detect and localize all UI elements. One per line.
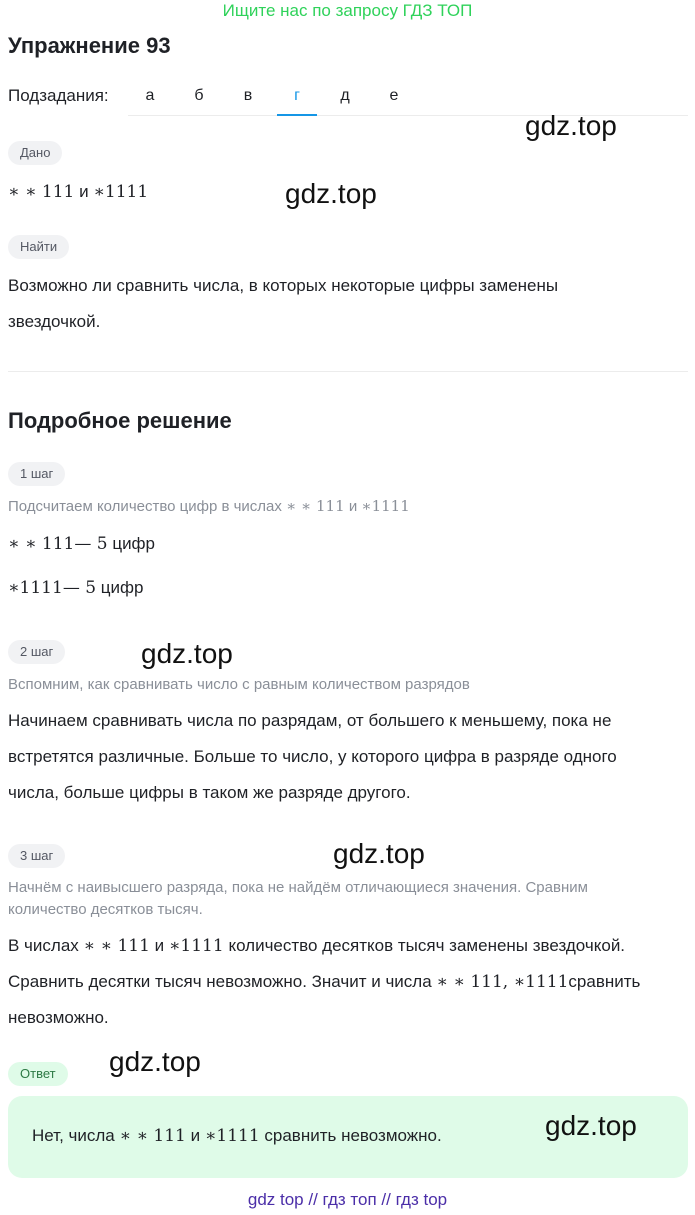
find-badge: Найти	[8, 235, 69, 259]
step-3-badge: 3 шаг	[8, 844, 65, 868]
tab-g[interactable]: г	[277, 76, 317, 116]
footer-link-gdz-top-ru[interactable]: гдз топ	[322, 1190, 377, 1209]
divider	[8, 371, 688, 372]
watermark: gdz.top	[545, 1110, 637, 1141]
step-3-line-2-b: сравнить	[568, 972, 641, 991]
step-2-line-2: встретятся различные. Больше то число, у которого цифра в разряде одного	[8, 747, 617, 766]
step-2-line-3: числа, больше цифры в таком же разряде другого.	[8, 783, 411, 802]
step-1-hint-math-2: ∗1111	[361, 497, 410, 515]
step-1-result-2-math: ∗1111— 5	[8, 578, 97, 598]
answer-text	[32, 1124, 442, 1148]
watermark: gdz.top	[285, 178, 377, 209]
step-2-hint: Вспомним, как сравнивать число с равным количеством разрядов	[8, 676, 470, 693]
step-1-result-2-text: цифр	[100, 578, 144, 597]
step-1-result-1-text: цифр	[112, 534, 156, 553]
tab-e[interactable]: е	[389, 87, 399, 104]
subtasks-label: Подзадания:	[8, 86, 109, 105]
footer-link-gdz-top[interactable]: gdz top	[247, 1190, 304, 1209]
answer-b: сравнить невозможно.	[264, 1126, 442, 1145]
step-1-hint-conj: и	[348, 498, 358, 515]
watermark: gdz.top	[141, 638, 233, 669]
step-1-result-2	[8, 570, 688, 606]
step-3-line-2-math: ∗ ∗ 111, ∗1111	[436, 972, 569, 992]
step-3-line-1-math-1: ∗ ∗ 111	[83, 936, 150, 956]
given-math-1: ∗ ∗ 111	[8, 182, 75, 202]
step-1-hint-math-1: ∗ ∗ 111	[286, 497, 345, 515]
watermark: gdz.top	[525, 110, 617, 141]
step-3-line-2	[8, 964, 688, 1000]
page-title: Упражнение 93	[8, 33, 171, 58]
step-1-result-1-math: ∗ ∗ 111— 5	[8, 534, 108, 554]
answer-conj: и	[190, 1126, 201, 1145]
footer-link-gdz-top-mixed[interactable]: гдз top	[395, 1190, 448, 1209]
footer-separator: //	[308, 1190, 318, 1209]
step-3-line-2-a: Сравнить десятки тысяч невозможно. Значит и числа	[8, 972, 432, 991]
footer-separator: //	[381, 1190, 391, 1209]
step-1-hint	[8, 495, 688, 518]
given-badge: Дано	[8, 141, 62, 165]
given-math-2: ∗1111	[93, 182, 149, 202]
step-3-hint-1: Начнём с наивысшего разряда, пока не найдём отличающиеся значения. Сравним	[8, 879, 588, 896]
step-1-result-1	[8, 526, 688, 562]
solution-title: Подробное решение	[8, 408, 232, 433]
tab-v[interactable]: в	[243, 87, 253, 104]
tab-a[interactable]: а	[145, 87, 155, 104]
step-3-line-1-b: и	[154, 936, 165, 955]
given-conj: и	[79, 182, 89, 201]
step-3-hint-2: количество десятков тысяч.	[8, 901, 203, 918]
step-3-line-3: невозможно.	[8, 1008, 109, 1027]
answer-badge: Ответ	[8, 1062, 68, 1086]
answer-math-1: ∗ ∗ 111	[119, 1126, 186, 1146]
find-line-1: Возможно ли сравнить числа, в которых некоторые цифры заменены	[8, 276, 559, 295]
answer-box	[8, 1096, 688, 1178]
tab-d[interactable]: д	[340, 87, 350, 104]
step-2-line-1: Начинаем сравнивать числа по разрядам, от большего к меньшему, пока не	[8, 711, 612, 730]
promo-banner: Ищите нас по запросу ГДЗ ТОП	[222, 1, 473, 20]
step-2-badge: 2 шаг	[8, 640, 65, 664]
step-1-hint-text: Подсчитаем количество цифр в числах	[8, 498, 282, 515]
step-1-badge: 1 шаг	[8, 462, 65, 486]
step-3-line-1-a: В числах	[8, 936, 79, 955]
step-3-line-1-c: количество десятков тысяч заменены звездочкой.	[228, 936, 626, 955]
footer-links	[0, 1189, 695, 1211]
watermark: gdz.top	[109, 1046, 201, 1077]
step-3-line-1-math-2: ∗1111	[168, 936, 224, 956]
find-line-2: звездочкой.	[8, 312, 101, 331]
step-3-line-1	[8, 928, 688, 964]
answer-math-2: ∗1111	[204, 1126, 260, 1146]
tab-b[interactable]: б	[194, 87, 204, 104]
watermark: gdz.top	[333, 838, 425, 869]
answer-a: Нет, числа	[32, 1126, 115, 1145]
